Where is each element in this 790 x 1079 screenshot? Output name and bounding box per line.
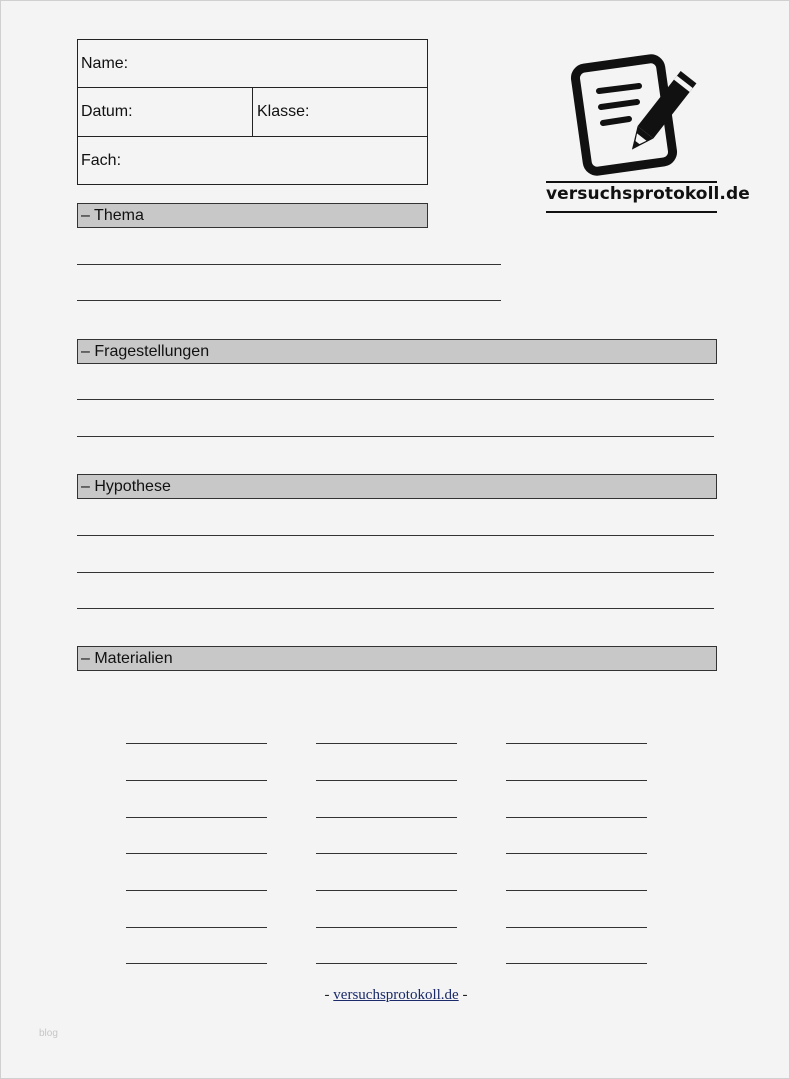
- name-row[interactable]: [78, 40, 427, 88]
- writing-line[interactable]: [77, 436, 714, 437]
- material-line[interactable]: [316, 743, 457, 744]
- footer-suffix: -: [458, 987, 468, 1003]
- material-line[interactable]: [126, 780, 267, 781]
- material-line[interactable]: [126, 890, 267, 891]
- section-materialien: – Materialien: [77, 646, 717, 671]
- logo-text: versuchsprotokoll.de: [546, 184, 750, 204]
- material-line[interactable]: [506, 817, 647, 818]
- section-hypothese: – Hypothese: [77, 474, 717, 499]
- writing-line[interactable]: [77, 608, 714, 609]
- material-line[interactable]: [126, 817, 267, 818]
- material-line[interactable]: [506, 963, 647, 964]
- material-line[interactable]: [316, 780, 457, 781]
- material-line[interactable]: [506, 743, 647, 744]
- writing-line[interactable]: [77, 572, 714, 573]
- material-line[interactable]: [126, 853, 267, 854]
- datum-klasse-row: [78, 88, 427, 137]
- section-thema: – Thema: [77, 203, 428, 228]
- material-line[interactable]: [506, 890, 647, 891]
- info-table: [77, 39, 428, 185]
- writing-line[interactable]: [77, 300, 501, 301]
- material-line[interactable]: [506, 853, 647, 854]
- material-line[interactable]: [316, 853, 457, 854]
- material-line[interactable]: [126, 743, 267, 744]
- section-fragestellungen: – Fragestellungen: [77, 339, 717, 364]
- writing-line[interactable]: [77, 399, 714, 400]
- material-line[interactable]: [126, 927, 267, 928]
- footer-prefix: -: [324, 987, 334, 1003]
- material-line[interactable]: [506, 927, 647, 928]
- logo-top-rule: [546, 181, 717, 183]
- klasse-label: Klasse:: [257, 103, 310, 120]
- footer-link[interactable]: versuchsprotokoll.de: [333, 987, 459, 1003]
- fach-row[interactable]: [78, 137, 427, 184]
- fach-label: Fach:: [81, 151, 122, 169]
- material-line[interactable]: [506, 780, 647, 781]
- material-line[interactable]: [316, 927, 457, 928]
- material-line[interactable]: [316, 817, 457, 818]
- name-label: Name:: [81, 54, 129, 72]
- datum-label: Datum:: [81, 103, 133, 120]
- logo-underline: [546, 211, 717, 213]
- footer: [1, 987, 790, 1004]
- material-line[interactable]: [316, 890, 457, 891]
- writing-line[interactable]: [77, 535, 714, 536]
- material-line[interactable]: [126, 963, 267, 964]
- cell-divider: [252, 88, 253, 136]
- material-line[interactable]: [316, 963, 457, 964]
- writing-line[interactable]: [77, 264, 501, 265]
- watermark: blog: [39, 1028, 58, 1039]
